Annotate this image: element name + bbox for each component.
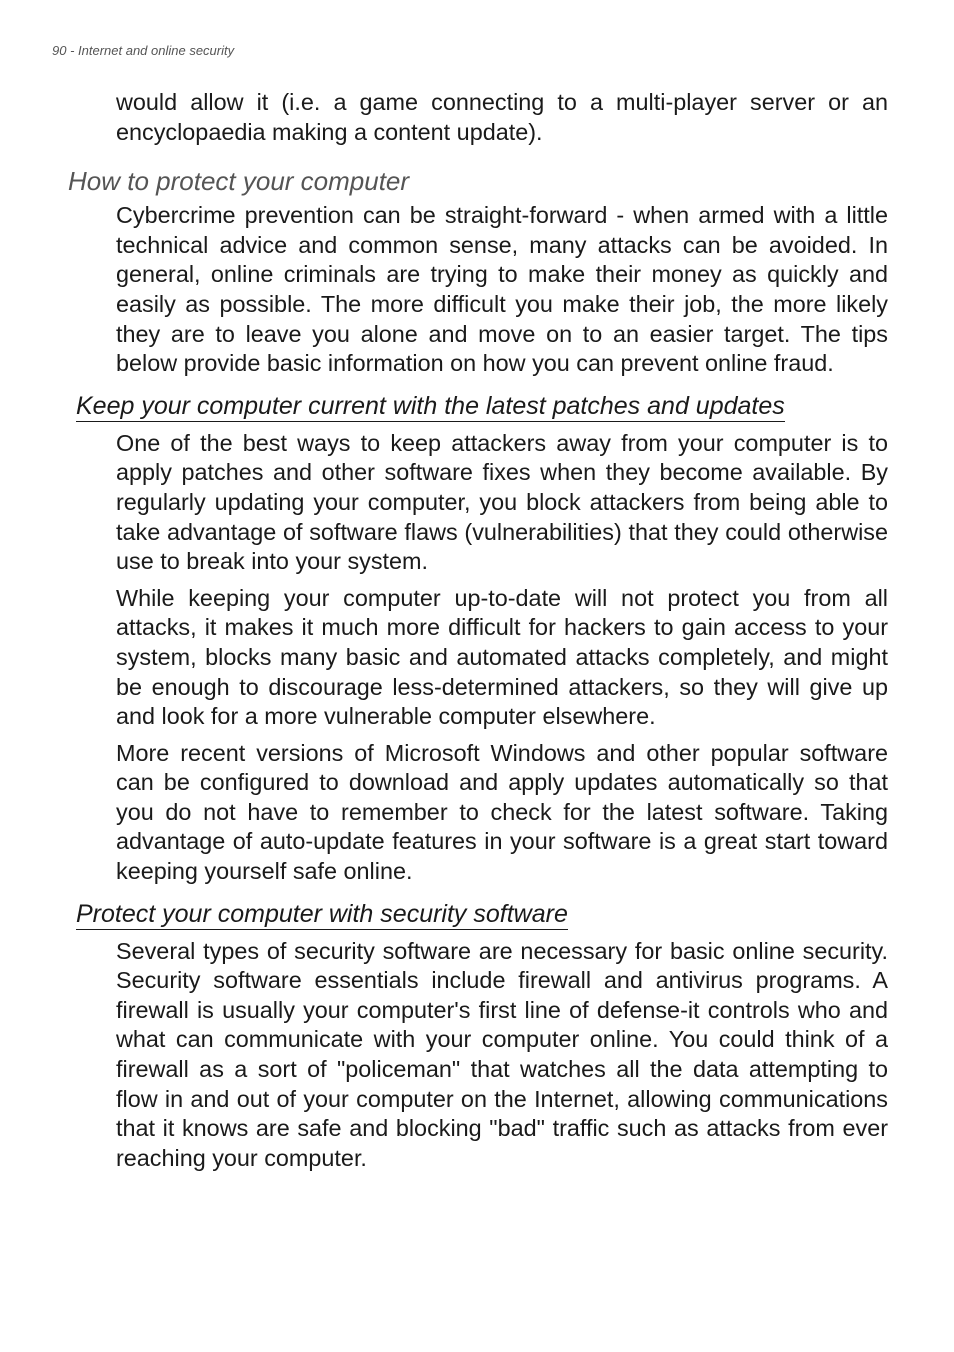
page-content	[0, 88, 954, 1173]
running-header: 90 - Internet and online security	[52, 43, 235, 58]
patches-paragraph-1: One of the best ways to keep attackers away from your computer is to apply patches and other software fixes when they become available. By regularly updating your computer, you block attackers from being able to take advantage of software flaws (vulnerabilities) that they could otherwise use to break into your system.	[116, 429, 888, 575]
subheading-security-software	[76, 897, 954, 931]
security-software-paragraph: Several types of security software are necessary for basic online security. Security software essentials include firewall and antivirus programs. A firewall is usually your computer's first line of defense-it controls who and what can communicate with your computer online. You could think of a firewall as a sort of "policeman" that watches all the data attempting to flow in and out of your computer on the Internet, allowing communications that it knows are safe and blocking "bad" traffic such as attacks from ever reaching your computer.	[116, 937, 888, 1171]
patches-paragraph-2: While keeping your computer up-to-date will not protect you from all attacks, it makes it much more difficult for hackers to gain access to your system, blocks many basic and automated attacks completely, and might be enough to discourage less-determined attackers, so they will give up and look for a more vulnerable computer elsewhere.	[116, 584, 888, 730]
protect-paragraph: Cybercrime prevention can be straight-forward - when armed with a little technical advice and common sense, many attacks can be avoided. In general, online criminals are trying to make their money as quickly and easily as possible. The more difficult you make their job, the more likely they are to leave you alone and move on to an easier target. The tips below provide basic information on how you can prevent online fraud.	[116, 202, 888, 377]
subheading-security-software-text: Protect your computer with security software	[76, 899, 568, 928]
section-heading-protect: How to protect your computer	[68, 166, 410, 197]
subheading-patches	[76, 389, 954, 423]
intro-continuation-paragraph: would allow it (i.e. a game connecting to a multi-player server or an encyclopaedia making a content update).	[116, 89, 888, 145]
subheading-patches-text: Keep your computer current with the latest patches and updates	[76, 391, 785, 420]
patches-paragraph-3: More recent versions of Microsoft Windows and other popular software can be configured to download and apply updates automatically so that you do not have to remember to check for the latest software. Taking advantage of auto-update features in your software is a great start toward keeping yourself safe online.	[116, 739, 888, 885]
